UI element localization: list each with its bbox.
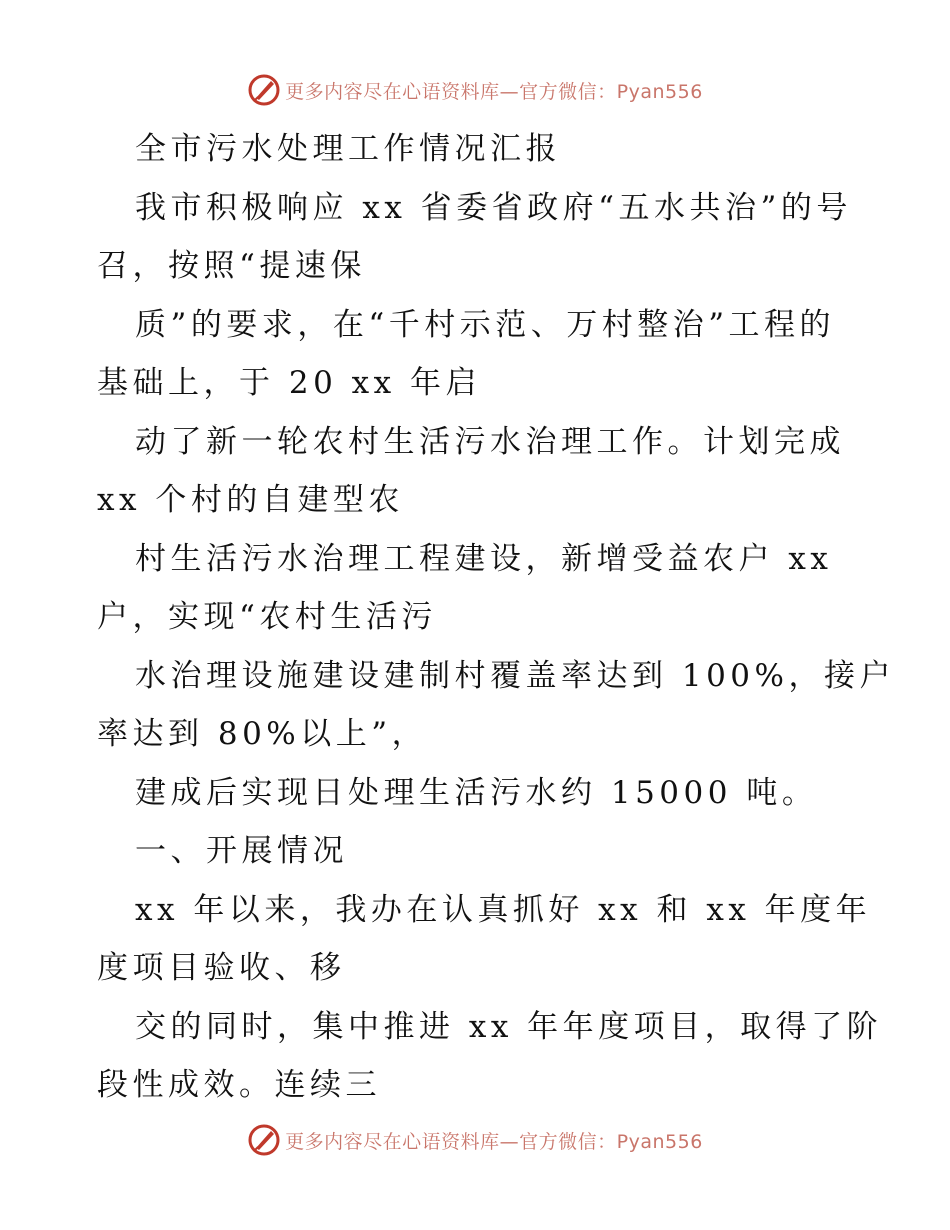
section-heading: 一、开展情况	[135, 833, 348, 869]
paragraph-line: 村生活污水治理工程建设，新增受益农户 xx	[135, 540, 833, 577]
footer-banner	[0, 1120, 950, 1160]
banner-text: 更多内容尽在心语资料库—官方微信：Pyan556	[285, 1130, 703, 1153]
paragraph-line: 召，按照“提速保	[97, 248, 366, 284]
quill-pen-logo-icon	[247, 73, 281, 107]
document-body	[97, 120, 895, 1115]
paragraph-line: 段性成效。连续三	[97, 1067, 381, 1103]
paragraph-line: 动了新一轮农村生活污水治理工作。计划完成	[135, 423, 845, 460]
paragraph-line: 交的同时，集中推进 xx 年年度项目，取得了阶	[135, 1008, 883, 1045]
paragraph-line: 基础上，于 20 xx 年启	[97, 365, 481, 401]
quill-pen-logo-icon	[247, 1123, 281, 1157]
paragraph-line: 水治理设施建设建制村覆盖率达到 100%，接户	[135, 657, 895, 694]
document-title: 全市污水处理工作情况汇报	[135, 131, 561, 167]
paragraph-line: xx 个村的自建型农	[97, 482, 404, 518]
paragraph-line: 率达到 80%以上”，	[97, 716, 428, 752]
paragraph-line: 质”的要求，在“千村示范、万村整治”工程的	[135, 306, 836, 343]
paragraph-line: 度项目验收、移	[97, 950, 346, 986]
header-banner	[0, 70, 950, 110]
paragraph-line: xx 年以来，我办在认真抓好 xx 和 xx 年度年	[135, 891, 872, 928]
paragraph-line: 户，实现“农村生活污	[97, 599, 437, 635]
paragraph-line: 我市积极响应 xx 省委省政府“五水共治”的号	[135, 189, 852, 226]
banner-text: 更多内容尽在心语资料库—官方微信：Pyan556	[285, 80, 703, 103]
paragraph-line: 建成后实现日处理生活污水约 15000 吨。	[135, 774, 818, 811]
